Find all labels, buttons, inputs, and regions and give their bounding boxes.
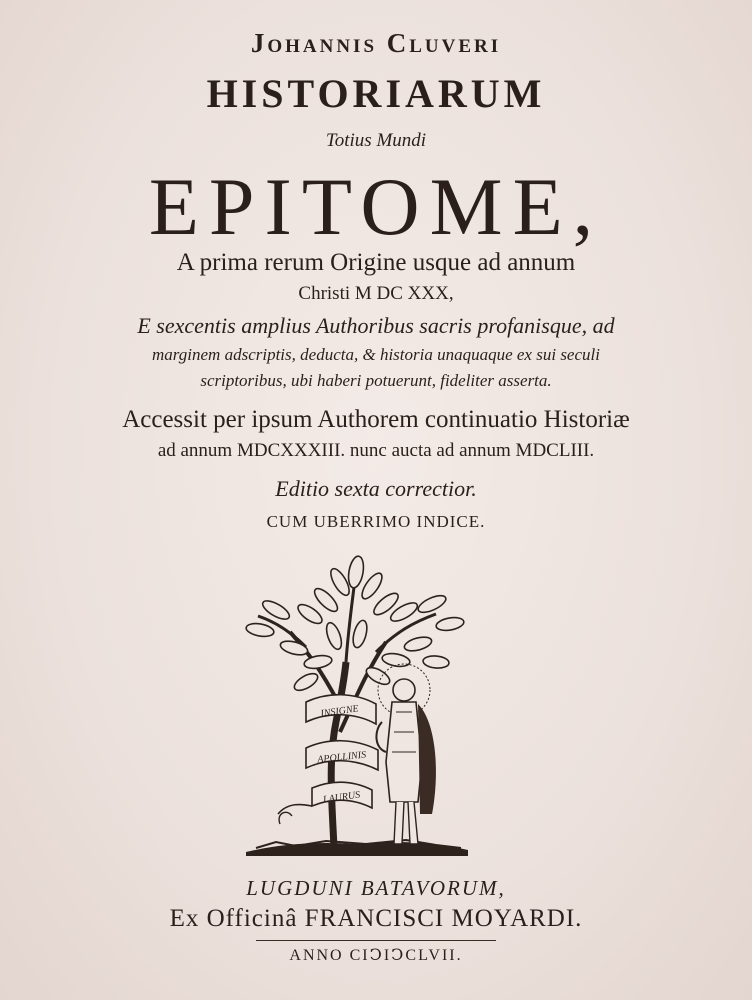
addition-line-2: ad annum MDCXXXIII. nunc aucta ad annum MDCLIII. — [157, 440, 595, 461]
addition-line-1: Accessit per ipsum Authorem continuatio Historiæ — [122, 406, 630, 433]
banner-word-1: INSIGNE — [319, 703, 360, 720]
banner-word-3: LAURUS — [322, 789, 361, 806]
colophon-rule — [256, 940, 496, 941]
title-line-totius-mundi: Totius Mundi — [325, 130, 427, 151]
index-note: CUM UBERRIMO INDICE. — [266, 512, 486, 531]
description-line-2: marginem adscriptis, deducta, & historia unaquaque ex sui seculi — [152, 345, 600, 364]
description-line-1: E sexcentis amplius Authoribus sacris profanisque, ad — [137, 313, 615, 338]
title-line-historiarum: HISTORIARUM — [206, 71, 546, 116]
author-name: Johannis Cluveri — [250, 28, 502, 58]
imprint-year: ANNO CIↃIↃCLVII. — [289, 947, 463, 964]
imprint-printer: Ex Officinâ FRANCISCI MOYARDI. — [169, 905, 583, 932]
banner-word-2: APOLLINIS — [316, 749, 367, 766]
edition-note: Editio sexta correctior. — [275, 476, 477, 501]
imprint-place: LUGDUNI BATAVORUM, — [246, 876, 506, 900]
subtitle-line-1: A prima rerum Origine usque ad annum — [176, 249, 576, 276]
description-line-3: scriptoribus, ubi haberi potuerunt, fideliter asserta. — [200, 371, 552, 390]
subtitle-line-2: Christi M DC XXX, — [298, 283, 454, 304]
title-line-epitome: EPITOME, — [148, 161, 604, 252]
printers-device-laurel-apollo-icon — [236, 552, 476, 864]
